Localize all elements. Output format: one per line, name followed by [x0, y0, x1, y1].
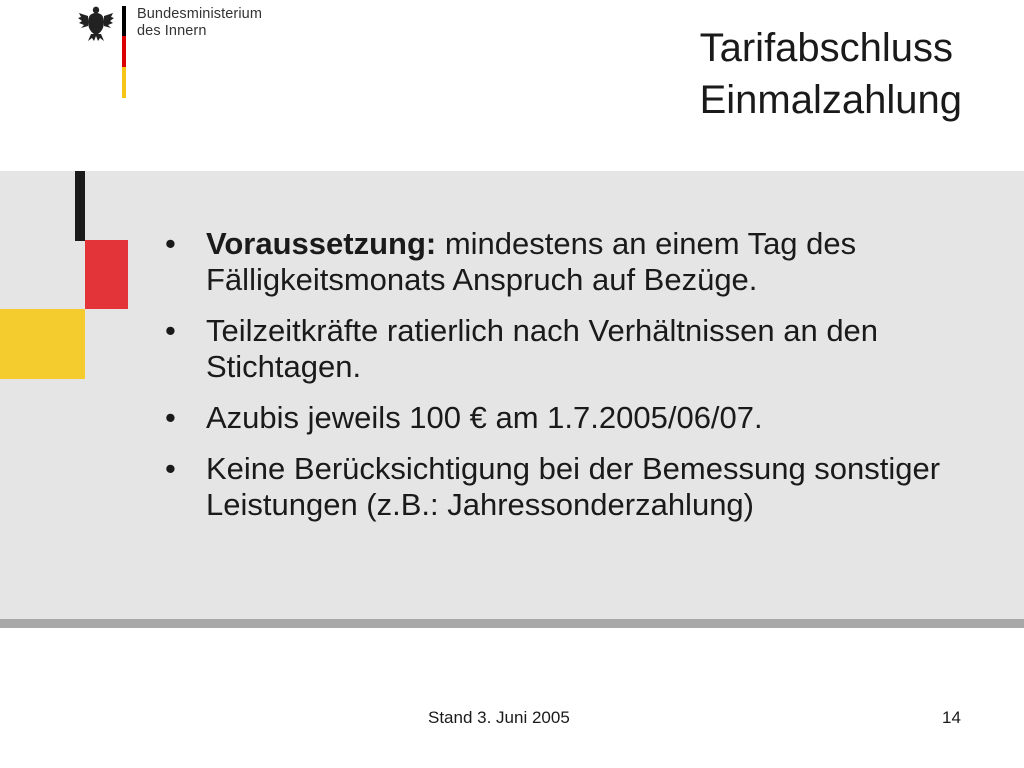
bullet-text: mindestens an einem Tag des Fälligkeitsmonats Anspruch auf Bezüge. [206, 226, 857, 297]
title-line-2: Einmalzahlung [699, 78, 962, 122]
flag-stripe [122, 6, 126, 98]
ministry-name [137, 6, 262, 40]
decor-red-block [85, 240, 128, 309]
decor-black-block [75, 171, 85, 241]
content-band-bottom-rule [0, 619, 1024, 628]
bullet-dot-icon: • [165, 451, 176, 486]
bullet-dot-icon: • [165, 226, 176, 261]
page-number: 14 [942, 708, 961, 727]
bullet-text: Azubis jeweils 100 € am 1.7.2005/06/07. [206, 400, 763, 435]
decor-yellow-block [0, 309, 85, 379]
bullet-list [165, 226, 1010, 538]
bullet-item [165, 451, 1010, 523]
bullet-item [165, 313, 1010, 385]
slide-title [700, 22, 962, 126]
bullet-dot-icon: • [165, 400, 176, 435]
footer-date: Stand 3. Juni 2005 [428, 708, 570, 727]
bullet-item [165, 400, 1010, 436]
ministry-line-2: des Innern [137, 23, 207, 39]
bullet-label: Voraussetzung: [206, 226, 437, 261]
federal-eagle-icon [78, 4, 114, 42]
bullet-item [165, 226, 1010, 298]
bullet-text: Keine Berücksichtigung bei der Bemessung sonstiger Leistungen (z.B.: Jahressonderzahlung) [206, 451, 941, 522]
ministry-line-1: Bundesministerium [137, 6, 262, 22]
bullet-text: Teilzeitkräfte ratierlich nach Verhältnissen an den Stichtagen. [206, 313, 879, 384]
title-line-1: Tarifabschluss [699, 26, 954, 70]
bullet-dot-icon: • [165, 313, 176, 348]
